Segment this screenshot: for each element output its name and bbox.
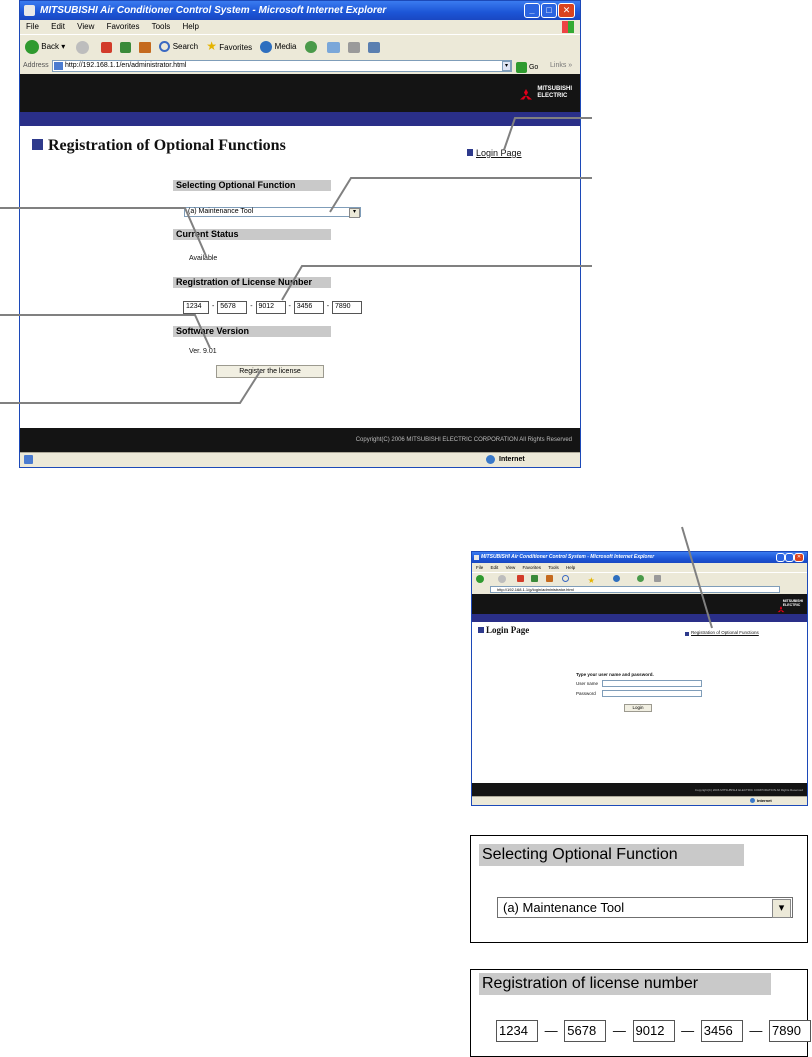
- zoom-license-separator: —: [612, 1023, 626, 1038]
- zoom-license-part-3[interactable]: 9012: [633, 1020, 675, 1042]
- menu-view[interactable]: View: [505, 565, 516, 570]
- login-page-link[interactable]: Login Page: [476, 148, 522, 158]
- optional-functions-link[interactable]: Registration of Optional Functions: [691, 630, 759, 635]
- address-input[interactable]: http://192.168.1.1/g/login/administrator.html: [490, 586, 780, 593]
- zoom-license-part-5[interactable]: 7890: [769, 1020, 811, 1042]
- menu-file[interactable]: File: [476, 565, 484, 570]
- username-label: User name: [576, 681, 599, 686]
- menu-file[interactable]: File: [26, 22, 39, 31]
- page-title: Login Page: [486, 625, 530, 635]
- chevron-down-icon[interactable]: ▾: [772, 899, 791, 918]
- close-button[interactable]: ✕: [794, 553, 804, 562]
- callout-select-function: [330, 178, 592, 212]
- callout-register-button: [0, 370, 261, 403]
- section-selecting-function: Selecting Optional Function: [173, 180, 331, 191]
- menu-view[interactable]: View: [77, 22, 95, 31]
- page-title: Registration of Optional Functions: [48, 137, 286, 154]
- copyright-text: Copyright(C) 2006 MITSUBISHI ELECTRIC CORPORATION All Rights Reserved: [355, 437, 572, 443]
- callout-login-link: [504, 118, 592, 150]
- menu-favorites[interactable]: Favorites: [106, 22, 140, 31]
- zoom-function-select[interactable]: (a) Maintenance Tool ▾: [497, 897, 793, 918]
- menu-edit[interactable]: Edit: [490, 565, 499, 570]
- license-part-4[interactable]: 3456: [294, 301, 324, 314]
- callout-software-version: [0, 315, 210, 348]
- zoom-selecting-header: Selecting Optional Function: [479, 844, 744, 866]
- menu-tools[interactable]: Tools: [548, 565, 559, 570]
- section-license-number: Registration of License Number: [173, 277, 331, 288]
- license-part-1[interactable]: 1234: [183, 301, 209, 314]
- zoom-license-part-1[interactable]: 1234: [496, 1020, 538, 1042]
- section-software-version: Software Version: [173, 326, 331, 337]
- license-separator: -: [250, 303, 253, 310]
- login-prompt: Type your user name and password.: [576, 672, 654, 677]
- zoom-license-separator: —: [749, 1023, 763, 1038]
- star-icon[interactable]: ★: [587, 576, 595, 585]
- menu-tools[interactable]: Tools: [151, 22, 171, 31]
- license-separator: -: [326, 303, 330, 310]
- mitsubishi-logo-text: MITSUBISHI ELECTRIC: [537, 86, 572, 99]
- search-button[interactable]: Search: [159, 36, 198, 58]
- zoom-license-separator: —: [681, 1023, 695, 1038]
- section-current-status: Current Status: [173, 229, 331, 240]
- menu-help[interactable]: Help: [565, 565, 576, 570]
- address-label: Address: [23, 62, 49, 69]
- window-title: MITSUBISHI Air Conditioner Control System - Microsoft Internet Explorer: [40, 5, 387, 16]
- software-version-value: Ver. 9.01: [189, 348, 217, 355]
- menu-help[interactable]: Help: [182, 22, 199, 31]
- links-label[interactable]: Links »: [550, 62, 573, 69]
- mitsubishi-logo-text: MITSUBISHI ELECTRIC: [782, 599, 803, 607]
- license-separator: -: [288, 303, 291, 310]
- status-zone-label: Internet: [757, 798, 772, 803]
- current-status-value: Available: [189, 255, 218, 262]
- chevron-down-icon[interactable]: ▾: [349, 208, 360, 218]
- close-button[interactable]: ✕: [558, 3, 575, 18]
- minimize-button[interactable]: _: [524, 3, 540, 18]
- copyright-text: Copyright(C) 2006 MITSUBISHI ELECTRIC CORPORATION All Rights Reserved: [694, 788, 803, 792]
- callout-license-number: [282, 266, 592, 300]
- go-button[interactable]: Go: [516, 60, 538, 75]
- back-button[interactable]: Back ▾: [25, 36, 65, 58]
- maximize-button[interactable]: □: [541, 3, 557, 18]
- callout-current-status: [0, 208, 206, 256]
- menu-favorites[interactable]: Favorites: [522, 565, 542, 570]
- license-part-5[interactable]: 7890: [332, 301, 362, 314]
- address-dropdown-icon[interactable]: ▾: [502, 61, 511, 71]
- zoom-license-part-4[interactable]: 3456: [701, 1020, 743, 1042]
- address-input[interactable]: http://192.168.1.1/en/administrator.html: [52, 60, 512, 72]
- status-zone-label: Internet: [499, 456, 525, 463]
- license-part-2[interactable]: 5678: [217, 301, 247, 314]
- zoom-license-separator: —: [544, 1023, 558, 1038]
- license-separator: -: [211, 303, 215, 310]
- callout-optional-link: [682, 527, 712, 628]
- zoom-license-header: Registration of license number: [479, 973, 771, 995]
- login-button[interactable]: Login: [624, 704, 652, 712]
- zoom-license-part-2[interactable]: 5678: [564, 1020, 606, 1042]
- menu-edit[interactable]: Edit: [51, 22, 65, 31]
- password-label: Password: [576, 691, 596, 696]
- window-title: MITSUBISHI Air Conditioner Control System - Microsoft Internet Explorer: [481, 554, 655, 560]
- favorites-button[interactable]: ★ Favorites: [206, 39, 253, 53]
- license-part-3[interactable]: 9012: [256, 301, 286, 314]
- optional-function-select[interactable]: (a) Maintenance Tool ▾: [184, 207, 361, 217]
- register-license-button[interactable]: Register the license: [216, 365, 324, 378]
- media-button[interactable]: Media: [260, 36, 296, 58]
- star-icon: ★: [206, 39, 218, 53]
